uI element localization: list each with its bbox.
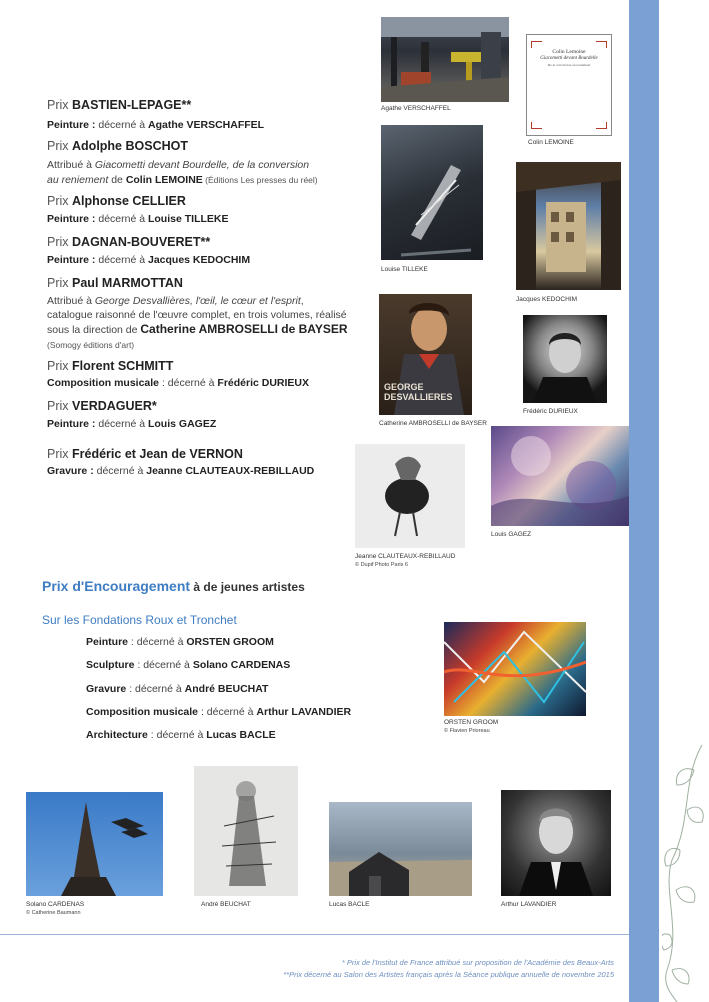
- tower-sculpture: [26, 792, 163, 896]
- graffiti-painting: [444, 622, 586, 716]
- caption-louis: Louis GAGEZ: [491, 531, 532, 538]
- encouragement-title: [42, 578, 305, 594]
- corner-ornament: [531, 41, 542, 48]
- book-cover-colin-lemoine: [526, 34, 612, 136]
- caption-jacques: Jacques KEDOCHIM: [516, 296, 578, 303]
- book-title: Giacometti devant Bourdelle: [540, 56, 598, 61]
- photo-jeanne-clauteaux-rebillaud: [355, 444, 465, 548]
- text: de: [108, 174, 126, 186]
- prize-prefix: Prix: [47, 399, 69, 413]
- prize-name: Adolphe BOSCHOT: [72, 139, 188, 153]
- caption-jeanne: Jeanne CLAUTEAUX-REBILLAUD: [355, 553, 456, 560]
- discipline: Peinture :: [47, 213, 96, 225]
- caption-solano: Solano CARDENAS: [26, 901, 85, 908]
- cover-line2: DESVALLIERES: [384, 392, 453, 402]
- winner: Agathe VERSCHAFFEL: [147, 119, 265, 131]
- footnote-2: **Prix décerné au Salon des Artistes français après la Séance publique annuelle de novembre 2015: [283, 970, 614, 979]
- winner: Colin LEMOINE: [125, 174, 203, 186]
- caption-solano-block: [26, 901, 84, 917]
- photo-solano-cardenas: [26, 792, 163, 896]
- corner-ornament: [596, 122, 607, 129]
- discipline: Peinture: [86, 636, 129, 648]
- prize-vernon-detail: [47, 464, 314, 478]
- prize-boschot-line2: [47, 173, 318, 187]
- prize-boschot-line1: [47, 158, 309, 172]
- caption-arthur: Arthur LAVANDIER: [501, 901, 557, 908]
- awarded-text: : décerné à: [134, 659, 193, 671]
- awarded-text: : décerné à: [198, 706, 257, 718]
- discipline: Sculpture: [86, 659, 135, 671]
- engraving-tower: [194, 766, 298, 896]
- photo-andre-beuchat: [194, 766, 298, 896]
- prize-marmottan-line3: [47, 322, 348, 337]
- winner: Lucas BACLE: [206, 729, 276, 741]
- prize-prefix: Prix: [47, 276, 69, 290]
- caption-jeanne-credit: © Dupif Photo Paris 6: [355, 562, 408, 568]
- footer-divider: [0, 934, 629, 935]
- caption-jeanne-block: [355, 553, 455, 569]
- encouragement-item: [86, 683, 268, 695]
- awarded-text: décerné à: [95, 119, 148, 131]
- awarded-text: décerné à: [93, 465, 147, 477]
- prize-name: VERDAGUER*: [72, 399, 157, 413]
- encouragement-item: [86, 659, 290, 671]
- cover-line1: GEORGE: [384, 382, 424, 392]
- awarded-text: : décerné à: [126, 683, 185, 695]
- discipline: Peinture :: [47, 254, 96, 266]
- prize-verdaguer-detail: [47, 417, 216, 431]
- discipline: Peinture :: [47, 418, 96, 430]
- winner: Frédéric DURIEUX: [217, 377, 310, 389]
- caption-catherine: Catherine AMBROSELLI de BAYSER: [379, 420, 487, 427]
- portrait-photo: [523, 315, 607, 403]
- photo-agathe-verschaffel: [381, 17, 509, 102]
- winner: ORSTEN GROOM: [186, 636, 274, 648]
- photo-lucas-bacle: [329, 802, 472, 896]
- encouragement-item: [86, 729, 276, 741]
- photo-arthur-lavandier: [501, 790, 611, 896]
- prize-bastien-detail: [47, 118, 264, 132]
- cover-title: [384, 382, 452, 402]
- awarded-text: : décerné à: [147, 729, 207, 741]
- portrait-photo: [501, 790, 611, 896]
- book-cover-george-desvallieres: [379, 294, 472, 415]
- caption-louise: Louise TILLEKE: [381, 266, 428, 273]
- book-title: George Desvallières, l'œil, le cœur et l'esprit: [94, 295, 301, 307]
- encouragement-item: [86, 706, 351, 718]
- prize-name: Florent SCHMITT: [72, 359, 174, 373]
- book-subtitle: De la conversion au reniement: [547, 63, 591, 67]
- photo-orsten-groom: [444, 622, 586, 716]
- leaf-ornament: [662, 740, 709, 1002]
- architecture-photo: [329, 802, 472, 896]
- caption-colin: Colin LEMOINE: [528, 139, 574, 146]
- winner: Louise TILLEKE: [147, 213, 229, 225]
- footnote-1: * Prix de l'Institut de France attribué sur proposition de l'Académie des Beaux-Arts: [341, 958, 614, 967]
- ladder-painting: [381, 125, 483, 260]
- publisher: (Éditions Les presses du réel): [202, 175, 318, 185]
- corner-ornament: [531, 122, 542, 129]
- awarded-text: décerné à: [95, 418, 148, 430]
- prize-name: Frédéric et Jean de VERNON: [72, 447, 243, 461]
- prize-marmottan-title: [47, 275, 183, 292]
- prize-cellier-title: [47, 193, 186, 210]
- engraving-figure: [355, 444, 465, 548]
- winner: Catherine AMBROSELLI de BAYSER: [140, 322, 348, 336]
- discipline: Composition musicale: [47, 377, 160, 389]
- prize-vernon-title: [47, 446, 243, 463]
- prize-prefix: Prix: [47, 194, 69, 208]
- encouragement-title-main: Prix d'Encouragement: [42, 578, 191, 594]
- awarded-text: : décerné à: [128, 636, 187, 648]
- prize-marmottan-line1: [47, 294, 304, 308]
- winner: Solano CARDENAS: [192, 659, 291, 671]
- discipline: Gravure :: [47, 465, 94, 477]
- book-author: Colin Lemoine: [552, 49, 586, 55]
- photo-louis-gagez: [491, 426, 629, 526]
- street-painting: [516, 162, 621, 290]
- prize-boschot-title: [47, 138, 188, 155]
- prize-name: BASTIEN-LEPAGE**: [72, 98, 192, 112]
- book-title: Giacometti devant Bourdelle, de la conversion: [94, 159, 310, 171]
- prize-name: Alphonse CELLIER: [72, 194, 186, 208]
- side-color-bar: [629, 0, 659, 1002]
- winner: Jacques KEDOCHIM: [147, 254, 251, 266]
- foundation-subtitle: Sur les Fondations Roux et Tronchet: [42, 613, 237, 627]
- discipline: Architecture: [86, 729, 148, 741]
- prize-prefix: Prix: [47, 98, 69, 112]
- industrial-painting: [381, 17, 509, 102]
- discipline: Composition musicale: [86, 706, 199, 718]
- discipline: Peinture :: [47, 119, 96, 131]
- winner: Arthur LAVANDIER: [256, 706, 352, 718]
- prize-dagnan-detail: [47, 253, 250, 267]
- prize-prefix: Prix: [47, 447, 69, 461]
- prize-name: Paul MARMOTTAN: [72, 276, 183, 290]
- caption-andre: André BEUCHAT: [201, 901, 251, 908]
- abstract-painting: [491, 426, 629, 526]
- encouragement-title-rest: à de jeunes artistes: [190, 580, 305, 594]
- prize-prefix: Prix: [47, 235, 69, 249]
- prize-dagnan-title: [47, 234, 210, 251]
- prize-schmitt-detail: [47, 376, 309, 390]
- text: ,: [300, 295, 304, 307]
- prize-schmitt-title: [47, 358, 173, 375]
- prize-cellier-detail: [47, 212, 229, 226]
- prize-prefix: Prix: [47, 359, 69, 373]
- caption-orsten: ORSTEN GROOM: [444, 719, 499, 726]
- photo-jacques-kedochim: [516, 162, 621, 290]
- discipline: Gravure: [86, 683, 127, 695]
- text: sous la direction de: [47, 324, 141, 336]
- photo-frederic-durieux: [523, 315, 607, 403]
- awarded-text: décerné à: [95, 213, 148, 225]
- winner: Jeanne CLAUTEAUX-REBILLAUD: [146, 465, 315, 477]
- caption-lucas: Lucas BACLE: [329, 901, 370, 908]
- prize-name: DAGNAN-BOUVERET**: [72, 235, 211, 249]
- caption-orsten-block: [444, 719, 498, 735]
- caption-agathe: Agathe VERSCHAFFEL: [381, 105, 451, 112]
- prize-bastien-title: [47, 97, 191, 114]
- caption-frederic: Frédéric DURIEUX: [523, 408, 578, 415]
- prize-prefix: Prix: [47, 139, 69, 153]
- prize-verdaguer-title: [47, 398, 157, 415]
- corner-ornament: [596, 41, 607, 48]
- prize-marmottan-line2: catalogue raisonné de l'œuvre complet, en trois volumes, réalisé: [47, 309, 347, 321]
- text: Attribué à: [47, 295, 95, 307]
- text: Attribué à: [47, 159, 95, 171]
- photo-louise-tilleke: [381, 125, 483, 260]
- awarded-text: décerné à: [95, 254, 148, 266]
- caption-solano-credit: © Catherine Baumann: [26, 910, 81, 916]
- winner: André BEUCHAT: [184, 683, 269, 695]
- book-title: au reniement: [47, 174, 109, 186]
- winner: Louis GAGEZ: [147, 418, 217, 430]
- awarded-text: : décerné à: [159, 377, 218, 389]
- encouragement-item: [86, 636, 274, 648]
- prize-marmottan-publisher: (Somogy éditions d'art): [47, 340, 135, 350]
- caption-orsten-credit: © Flavien Prioreau: [444, 728, 490, 734]
